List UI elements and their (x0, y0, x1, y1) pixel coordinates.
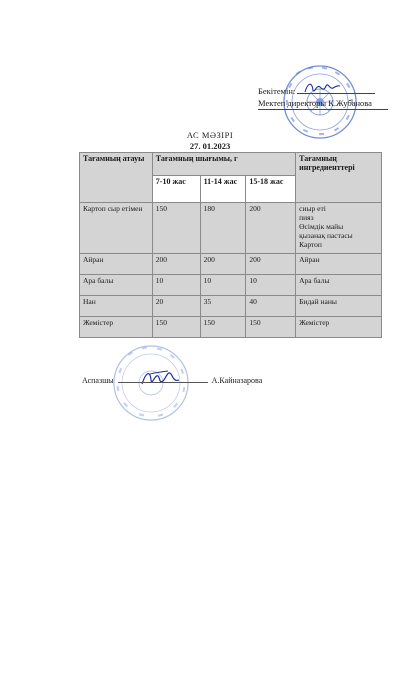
ingredients-cell (296, 203, 382, 254)
yield-value: 10 (200, 275, 246, 296)
ingredient: Картоп (299, 240, 322, 249)
ingredients-cell (296, 254, 382, 275)
dish-name: Картоп сыр етімен (80, 203, 153, 254)
header-age-11-14: 11-14 жас (200, 176, 246, 203)
dish-name: Нан (80, 296, 153, 317)
yield-value: 10 (152, 275, 200, 296)
ingredients-cell (296, 317, 382, 338)
yield-value: 200 (246, 203, 296, 254)
yield-value: 35 (200, 296, 246, 317)
table-row (80, 203, 382, 254)
ingredient: сиыр еті (299, 204, 326, 213)
yield-value: 150 (200, 317, 246, 338)
yield-value: 20 (152, 296, 200, 317)
dish-name: Ара балы (80, 275, 153, 296)
ingredient: қызанақ пастасы (299, 231, 353, 240)
header-age-15-18: 15-18 жас (246, 176, 296, 203)
dish-name: Жемістер (80, 317, 153, 338)
yield-value: 180 (200, 203, 246, 254)
table-row (80, 275, 382, 296)
table-row (80, 296, 382, 317)
header-dish: Тағамның атауы (80, 153, 153, 203)
yield-value: 10 (246, 275, 296, 296)
ingredient: Жемістер (299, 318, 330, 327)
table-row (80, 254, 382, 275)
ingredients-cell (296, 296, 382, 317)
yield-value: 200 (246, 254, 296, 275)
approval-block (258, 84, 388, 110)
cook-signature-block (82, 374, 262, 385)
cook-signature-line (118, 374, 208, 383)
approval-label: Бекітемін: (258, 86, 296, 96)
yield-value: 200 (152, 254, 200, 275)
cook-label: Аспазшы (82, 376, 114, 385)
header-ingredients: Тағамның ингредиенттері (296, 153, 382, 203)
ingredients-cell (296, 275, 382, 296)
header-age-7-10: 7-10 жас (152, 176, 200, 203)
ingredient: Бидай наны (299, 297, 337, 306)
approval-position: Мектеп директоры (258, 98, 327, 108)
yield-value: 200 (200, 254, 246, 275)
approval-name: К.Жубанова (328, 98, 372, 108)
approval-signature-line (297, 84, 375, 94)
cook-name: А.Кайназарова (211, 376, 263, 385)
ingredient: Айран (299, 255, 320, 264)
dish-name: Айран (80, 254, 153, 275)
ingredient: Ара балы (299, 276, 330, 285)
ingredient: пияз (299, 213, 314, 222)
menu-table (79, 152, 382, 338)
table-row (80, 317, 382, 338)
yield-value: 40 (246, 296, 296, 317)
yield-value: 150 (246, 317, 296, 338)
header-yield: Тағамның шығымы, г (152, 153, 295, 176)
ingredient: Өсімдік майы (299, 222, 344, 231)
yield-value: 150 (152, 203, 200, 254)
document-title: АС МӘЗІРІ (186, 130, 234, 140)
yield-value: 150 (152, 317, 200, 338)
document-date: 27. 01.2023 (189, 141, 231, 151)
